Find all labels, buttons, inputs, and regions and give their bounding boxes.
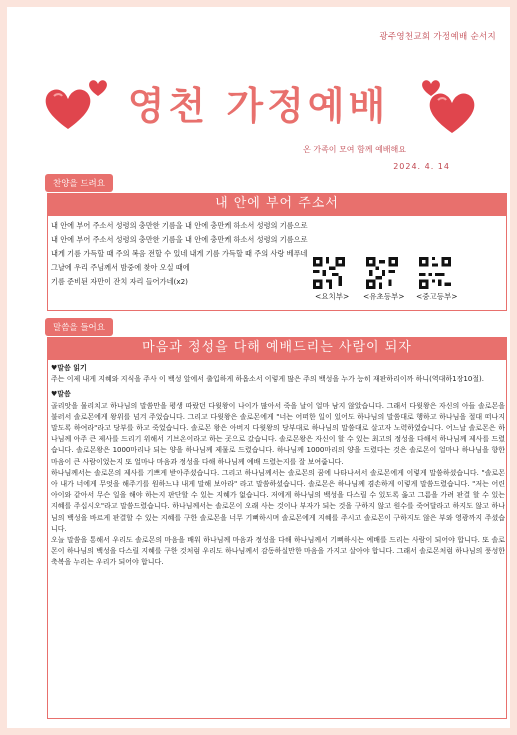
message-paragraph: 골리앗을 물리치고 하나님의 말씀만을 평생 따랐던 다윗왕이 나이가 많아서 죽을 날이 얼마 남지 않았습니다. 그래서 다윗왕은 자신의 아들 솔로몬을 불러서 솔로몬에게 왕위를 넘겨 주었습니다. 그리고 다윗왕은 솔로몬에게 "너는 어떠한 일이 있어도 하나님의 말씀대로 행하고 하나님을 절대 떠나지 말도록 하여라"라고 당부를 하고 죽었습니다. 솔로몬 왕은 아버지 다윗왕의 당부대로 하나님의 말씀대로 살고자 노력하였습니다. 어느날 솔로몬은 하나님께 아주 큰 제사를 드리기 위해서 기브온이라고 하는 곳으로 갔습니다. 솔로몬왕은 자신이 할 수 있는 최고의 정성을 다해서 하나님께 제사를 드렸습니다. 솔로몬왕은 1000마리나 되는 양을 하나님께 제물로 드렸습니다. 하나님께 1000마리의 양을 드렸다는 것은 솔로몬이 얼마나 하나님을 향한 마음이 큰 사람이었는지 또 얼마나 마음과 정성을 다해 하나님께 예배 드렸는지를 잘 보여줍니다. xyxy=(51,401,505,466)
lyric-line: 내게 기름 가득할 때 주의 복음 전할 수 있네 내게 기름 가득할 때 주의 사랑 베푸네 xyxy=(51,249,308,258)
subtitle: 온 가족이 모여 함께 예배해요 xyxy=(303,145,406,154)
qr-code-icon[interactable] xyxy=(366,257,398,289)
praise-song-title: 내 안에 부어 주소서 xyxy=(47,193,507,215)
church-name: 광주영천교회 가정예배 순서지 xyxy=(379,32,496,42)
sermon-label: 말씀을 들어요 xyxy=(45,318,113,336)
lyric-line: 내 안에 부어 주소서 성령의 충만한 기름을 내 안에 충만케 하소서 성령의 기름으로 xyxy=(51,235,308,244)
lyric-line: 기름 준비된 자만이 잔치 자리 들어가네(x2) xyxy=(51,277,188,286)
reading-text: 주는 이제 내게 지혜와 지식을 주사 이 백성 앞에서 출입하게 하옵소서 이렇게 많은 주의 백성을 누가 능히 재판하리이까 하니(역대하1장10절). xyxy=(51,375,485,384)
heart-right-icon xyxy=(427,91,477,135)
date: 2024. 4. 14 xyxy=(393,162,450,171)
reading-heading: ♥말씀 읽기 xyxy=(51,364,87,372)
message-paragraph: 하나님께서는 솔로몬의 제사를 기쁘게 받아주셨습니다. 그리고 하나님께서는 솔로몬의 꿈에 나타나셔서 솔로몬에게 이렇게 말씀하셨습니다. "솔로몬아 내가 너에게 무엇을 해주기를 원하느냐 내게 말해 보아라" 라고 말씀하셨습니다. 솔로몬은 하나님께 겸손하게 이렇게 말씀드렸습니다. "저는 어린아이와 같아서 무슨 일을 해야 하는지 판단할 수 있는 지혜가 없습니다. 저에게 하나님의 백성을 다스릴 수 있도록 옳고 그름을 가려 판결 할 수 있는 지혜를 주십시오"라고 말씀드렸습니다. 하나님께서는 솔로몬이 오래 사는 것이나 부자가 되는 것을 구하지 않고 원수를 죽여달라고 하지도 않고 하나님의 백성을 바르게 판결할 수 있는 지혜를 구한 솔로몬을 너무 기뻐하시며 솔로몬에게 지혜를 주시고 솔로몬이 구하지도 않은 부와 영광까지 주셨습니다. xyxy=(51,468,505,533)
lyric-line: 내 안에 부어 주소서 성령의 충만한 기름을 내 안에 충만케 하소서 성령의 기름으로 xyxy=(51,221,308,230)
qr-label: <유초등부> xyxy=(363,292,405,301)
praise-label: 찬양을 드려요 xyxy=(45,174,113,192)
message-heading: ♥말씀 xyxy=(51,390,71,399)
page xyxy=(7,7,510,728)
sermon-title: 마음과 정성을 다해 예배드리는 사람이 되자 xyxy=(47,337,507,359)
qr-code-icon[interactable] xyxy=(419,257,451,289)
message-paragraph: 오늘 말씀을 통해서 우리도 솔로몬의 마음을 배워 하나님께 마음과 정성을 다해 하나님께서 기뻐하시는 예배를 드리는 사람이 되어야 합니다. 또 솔로몬이 하나님의 백성을 다스릴 지혜를 구한 것처럼 우리도 하나님께서 감동하실만한 마음을 가지고 살아야 합니다. 그래서 솔로몬처럼 하나님의 풍성한 축복을 누리는 우리가 되어야 합니다. xyxy=(51,536,505,567)
sermon-body xyxy=(51,363,505,569)
qr-code-icon[interactable] xyxy=(313,257,345,289)
page-title: 영천 가정예배 xyxy=(127,84,390,128)
lyric-line: 그날에 우리 주님께서 밤중에 찾아 오실 때에 xyxy=(51,263,190,272)
qr-label: <중고등부> xyxy=(416,292,458,301)
qr-label: <요치부> xyxy=(315,292,350,301)
